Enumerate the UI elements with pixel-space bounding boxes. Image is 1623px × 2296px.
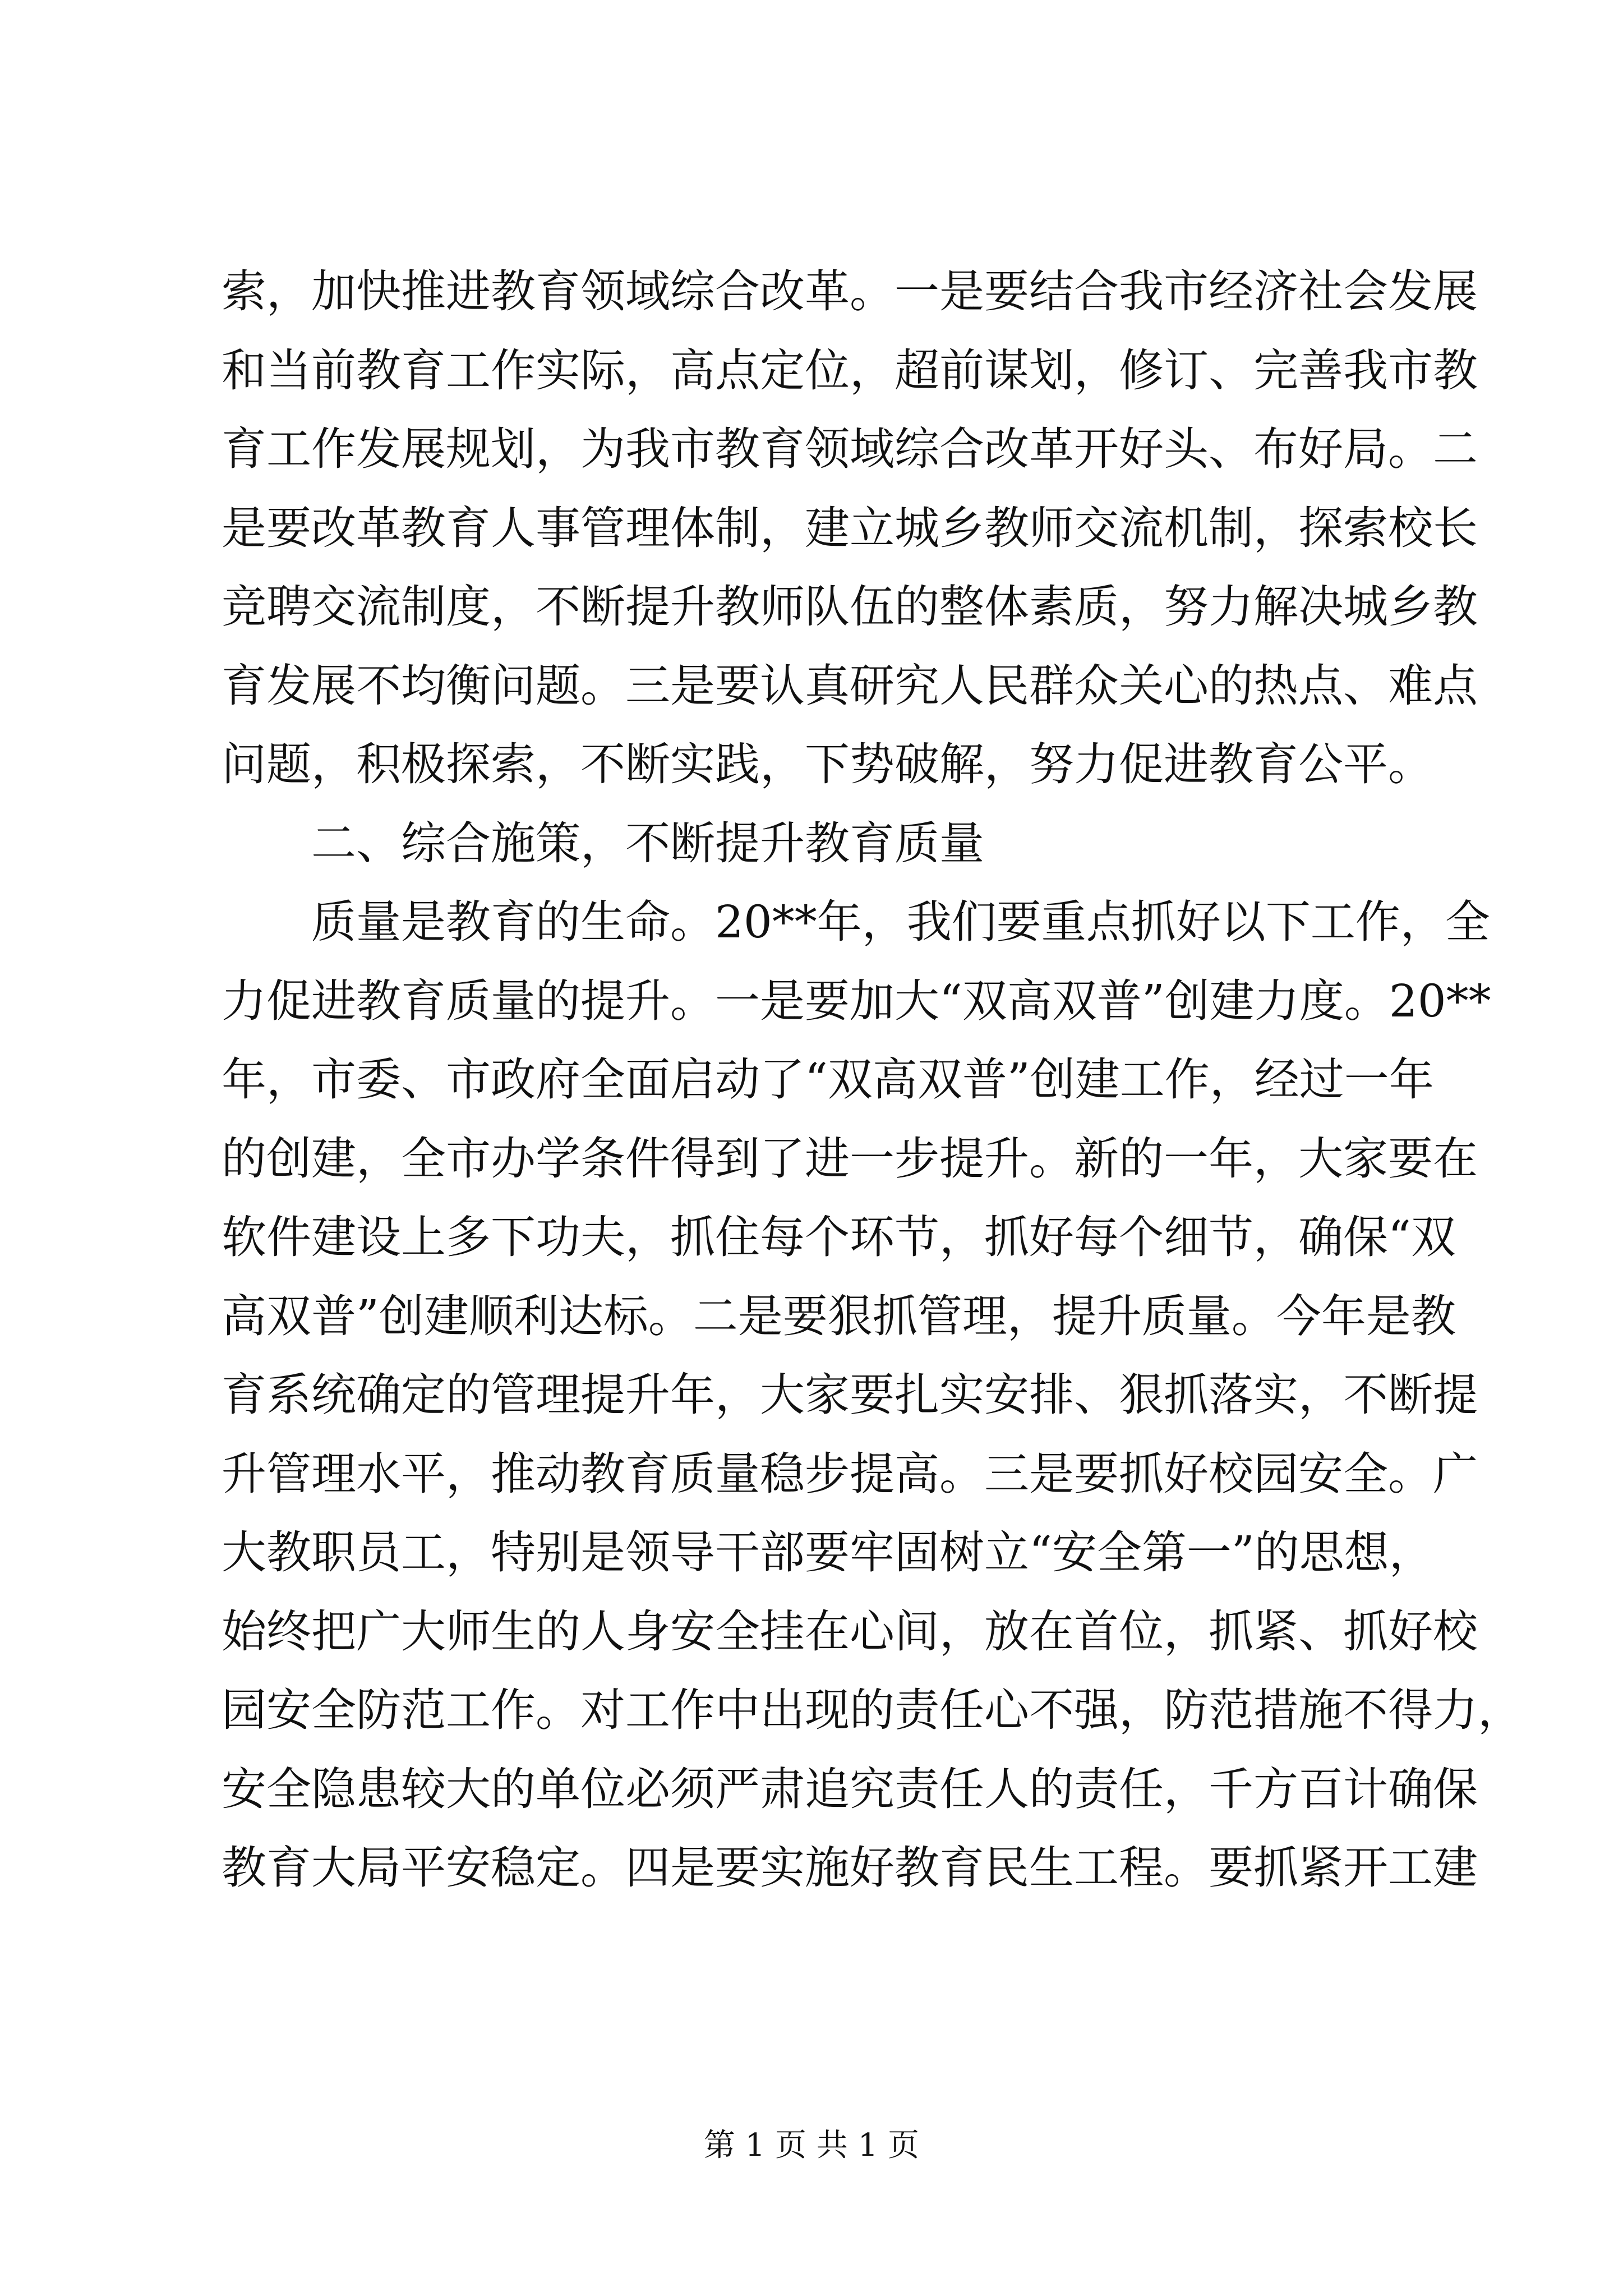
- text-line: 始终把广大师生的人身安全挂在心间，放在首位，抓紧、抓好校: [222, 1605, 1478, 1658]
- body-text: [222, 252, 1523, 1908]
- page-number-footer: 第 1 页 共 1 页: [703, 2127, 920, 2164]
- text-line: 问题，积极探索，不断实践，下势破解，努力促进教育公平。: [222, 738, 1433, 790]
- text-line: 育系统确定的管理提升年，大家要扎实安排、狠抓落实，不断提: [222, 1369, 1478, 1421]
- text-line: 升管理水平，推动教育质量稳步提高。三是要抓好校园安全。广: [222, 1447, 1478, 1500]
- text-line: 高双普”创建顺利达标。二是要狠抓管理，提升质量。今年是教: [222, 1290, 1456, 1342]
- text-line: 的创建，全市办学条件得到了进一步提升。新的一年，大家要在: [222, 1132, 1478, 1185]
- text-line: 是要改革教育人事管理体制，建立城乡教师交流机制，探索校长: [222, 501, 1478, 554]
- text-line: 育发展不均衡问题。三是要认真研究人民群众关心的热点、难点: [222, 659, 1478, 712]
- text-line: 园安全防范工作。对工作中出现的责任心不强，防范措施不得力，: [222, 1684, 1523, 1736]
- section-heading: 二、综合施策，不断提升教育质量: [311, 817, 984, 869]
- text-line: 质量是教育的生命。20**年，我们要重点抓好以下工作，全: [311, 896, 1490, 948]
- text-line: 力促进教育质量的提升。一是要加大“双高双普”创建力度。20**: [222, 974, 1491, 1027]
- text-line: 和当前教育工作实际，高点定位，超前谋划，修订、完善我市教: [222, 344, 1478, 397]
- text-line: 年，市委、市政府全面启动了“双高双普”创建工作，经过一年: [222, 1053, 1434, 1106]
- text-line: 安全隐患较大的单位必须严肃追究责任人的责任，千方百计确保: [222, 1763, 1478, 1815]
- text-line: 育工作发展规划，为我市教育领域综合改革开好头、布好局。二: [222, 423, 1478, 475]
- text-line: 教育大局平安稳定。四是要实施好教育民生工程。要抓紧开工建: [222, 1842, 1478, 1894]
- text-line: 软件建设上多下功夫，抓住每个环节，抓好每个细节，确保“双: [222, 1211, 1456, 1263]
- text-line: 大教职员工，特别是领导干部要牢固树立“安全第一”的思想，: [222, 1526, 1434, 1579]
- text-line: 竞聘交流制度，不断提升教师队伍的整体素质，努力解决城乡教: [222, 581, 1478, 633]
- text-line: 索，加快推进教育领域综合改革。一是要结合我市经济社会发展: [222, 265, 1478, 318]
